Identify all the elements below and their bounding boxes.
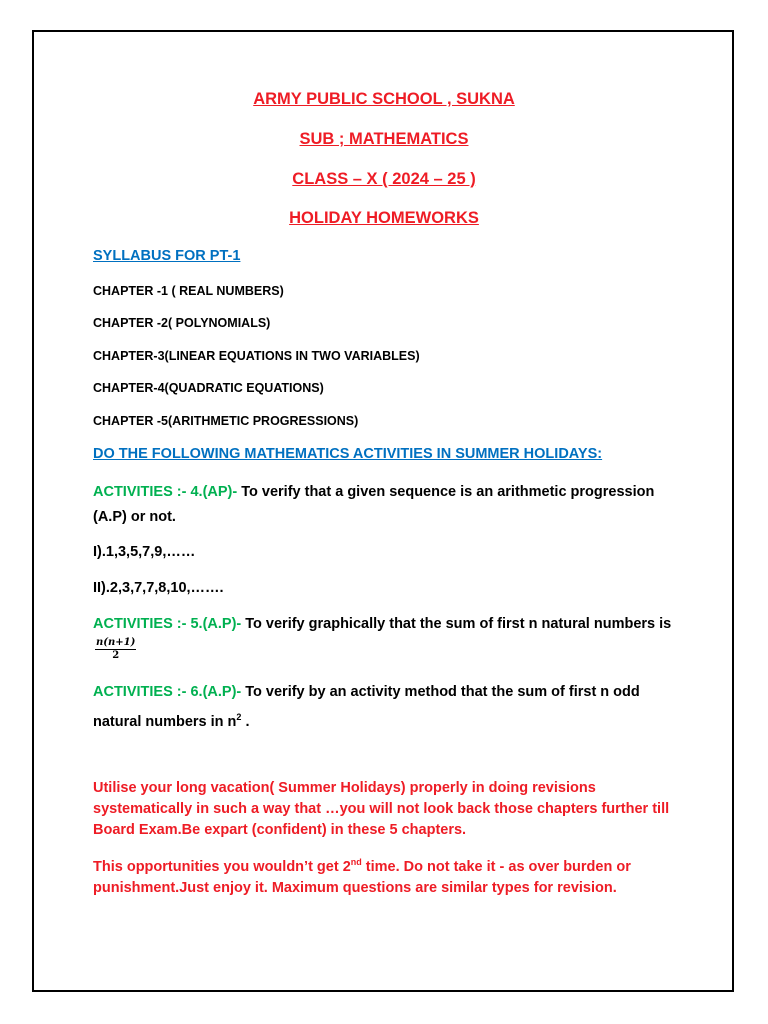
page-title: HOLIDAY HOMEWORKS [289, 209, 479, 227]
syllabus-heading: SYLLABUS FOR PT-1 [93, 248, 241, 264]
chapter-item: CHAPTER-3(LINEAR EQUATIONS IN TWO VARIABLES) [93, 349, 420, 363]
activity-6-exponent: 2 [236, 712, 242, 722]
activity-4 [93, 480, 673, 530]
activity-4-text: To verify that a given sequence is an arithmetic progression (A.P) or not. [93, 484, 655, 525]
activity-5-text: To verify graphically that the sum of first n natural numbers is [241, 616, 672, 632]
activity-6-end: . [241, 713, 250, 730]
activity-6-label: ACTIVITIES :- 6.(A.P)- [93, 684, 242, 700]
school-name: ARMY PUBLIC SCHOOL , SUKNA [253, 90, 515, 108]
activity-4-label: ACTIVITIES :- 4.(AP)- [93, 484, 238, 500]
sequence-1: I).1,3,5,7,9,…… [93, 544, 196, 560]
formula-numerator: n(n+1) [96, 637, 136, 648]
activity-5-label: ACTIVITIES :- 5.(A.P)- [93, 616, 242, 632]
activity-6 [93, 680, 673, 735]
sequence-2: II).2,3,7,7,8,10,……. [93, 580, 224, 596]
activity-5 [93, 612, 673, 662]
note-2-superscript: nd [350, 857, 362, 867]
note-paragraph-2 [93, 852, 693, 899]
activities-heading: DO THE FOLLOWING MATHEMATICS ACTIVITIES IN SUMMER HOLIDAYS: [93, 446, 603, 462]
note-paragraph-1: Utilise your long vacation( Summer Holidays) properly in doing revisions systematically in such a way that …you will not look back those chapters further till Board Exam.Be expart (confident) in these 5 chapters. [93, 780, 670, 838]
subject-line: SUB ; MATHEMATICS [299, 130, 469, 148]
formula-denominator: 2 [112, 650, 120, 661]
chapter-item: CHAPTER -2( POLYNOMIALS) [93, 316, 271, 330]
chapter-item: CHAPTER -1 ( REAL NUMBERS) [93, 284, 284, 298]
activity-6-text: To verify by an activity method that the sum of first n odd natural numbers in n [93, 684, 640, 730]
chapter-item: CHAPTER-4(QUADRATIC EQUATIONS) [93, 381, 324, 395]
chapter-item: CHAPTER -5(ARITHMETIC PROGRESSIONS) [93, 414, 359, 428]
class-line: CLASS – X ( 2024 – 25 ) [292, 170, 476, 188]
note-2-text-b: time. Do not take it - as over burden or punishment.Just enjoy it. Maximum questions are similar types for revision. [93, 858, 631, 896]
sum-formula [95, 637, 136, 662]
note-2-text-a: This opportunities you wouldn’t get 2 [93, 858, 351, 875]
